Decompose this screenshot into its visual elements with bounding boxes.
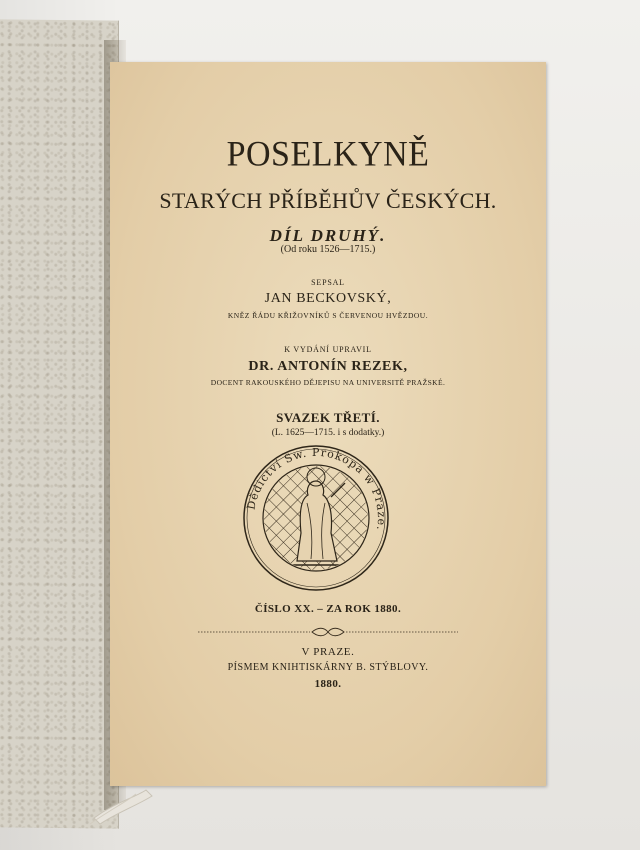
part-label: DÍL DRUHÝ.: [269, 226, 387, 245]
bookmark-ribbon: [86, 788, 156, 828]
edited-by-label: K VYDÁNÍ UPRAVIL: [284, 345, 372, 354]
book-title: POSELKYNĚ: [226, 135, 430, 174]
date-range: (Od roku 1526—1715.): [280, 244, 376, 255]
seal-inscription: Dědictví Sw. Prokopa w Praze.: [244, 445, 389, 532]
author-name: JAN BECKOVSKÝ,: [264, 291, 392, 306]
editor-name: DR. ANTONÍN REZEK,: [248, 359, 408, 374]
printer-line: PÍSMEM KNIHTISKÁRNY B. STÝBLOVY.: [227, 662, 429, 673]
ornamental-rule: [198, 627, 458, 637]
author-role: KNĚZ ŘÁDU KŘIŽOVNÍKŮ S ČERVENOU HVĚZDOU.: [227, 311, 429, 320]
volume-range: (L. 1625—1715. i s dodatky.): [271, 428, 385, 438]
publication-city: V PRAZE.: [301, 646, 355, 658]
book-subtitle: STARÝCH PŘÍBĚHŮV ČESKÝCH.: [159, 188, 497, 213]
editor-role: DOCENT RAKOUSKÉHO DĚJEPISU NA UNIVERSITĚ PRAŽSKÉ.: [210, 378, 446, 387]
volume-label: SVAZEK TŘETÍ.: [276, 410, 380, 425]
series-number: ČÍSLO XX. – ZA ROK 1880.: [254, 603, 402, 615]
publisher-seal: [241, 443, 391, 593]
publication-year: 1880.: [314, 678, 342, 690]
written-by-label: SEPSAL: [311, 278, 345, 287]
marbled-endpaper: [0, 19, 119, 828]
title-page: [110, 62, 546, 786]
